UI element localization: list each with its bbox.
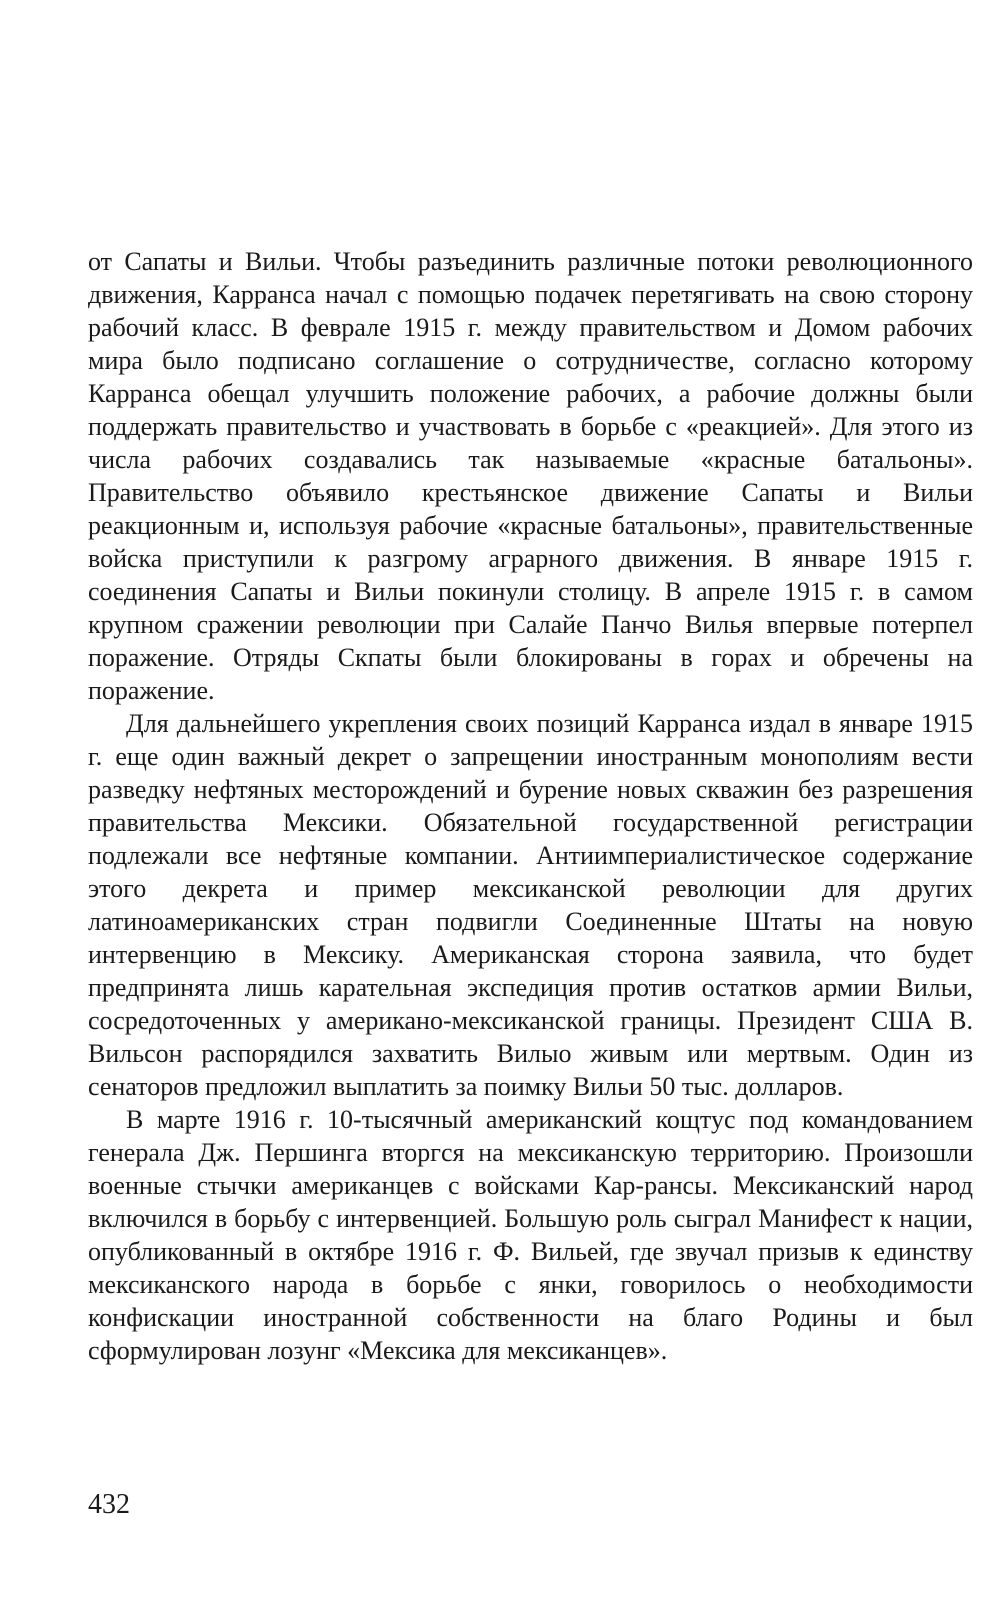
paragraph-intervention: В марте 1916 г. 10-тысячный американский кощтус под командованием генерала Дж. Першинга вторгся на мексиканскую территорию. Произошли военные стычки американцев с войсками Кар-рансы. Мексиканский народ включился в борьбу с интервенцией. Большую роль сыграл Манифест к нации, опубликованный в октябре 1916 г. Ф. Вильей, где звучал призыв к единству мексиканского народа в борьбе с янки, говорилось о необходимости конфискации иностранной собственности на благо Родины и был сформулирован лозунг «Мексика для мексиканцев». <box>88 1105 973 1365</box>
page-number: 432 <box>88 1489 130 1520</box>
paragraph-decree: Для дальнейшего укрепления своих позиций Карранса издал в январе 1915 г. еще один важный декрет о запрещении иностранным монополиям вести разведку нефтяных месторождений и бурение новых скважин без разрешения правительства Мексики. Обязательной государственной регистрации подлежали все нефтяные компании. Антиимпериалистическое содержание этого декрета и пример мексиканской революции для других латиноамериканских стран подвигли Соединенные Штаты на новую интервенцию в Мексику. Американская сторона заявила, что будет предпринята лишь карательная экспедиция против остатков армии Вильи, сосредоточенных у американо-мексиканской границы. Президент США В. Вильсон распорядился захватить Вилыо живым или мертвым. Один из сенаторов предложил выплатить за поимку Вильи 50 тыс. долларов. <box>88 709 973 1101</box>
body-text <box>88 245 973 1367</box>
paragraph-continuation: от Сапаты и Вильи. Чтобы разъединить различные потоки революционного движения, Карранса начал с помощью подачек перетягивать на свою сторону рабочий класс. В феврале 1915 г. между правительством и Домом рабочих мира было подписано соглашение о сотрудничестве, согласно которому Карранса обещал улучшить положение рабочих, а рабочие должны были поддержать правительство и участвовать в борьбе с «реакцией». Для этого из числа рабочих создавались так называемые «красные батальоны». Правительство объявило крестьянское движение Сапаты и Вильи реакционным и, используя рабочие «красные батальоны», правительственные войска приступили к разгрому аграрного движения. В январе 1915 г. соединения Сапаты и Вильи покинули столицу. В апреле 1915 г. в самом крупном сражении революции при Салайе Панчо Вилья впервые потерпел поражение. Отряды Скпаты были блокированы в горах и обречены на поражение. <box>88 247 973 705</box>
